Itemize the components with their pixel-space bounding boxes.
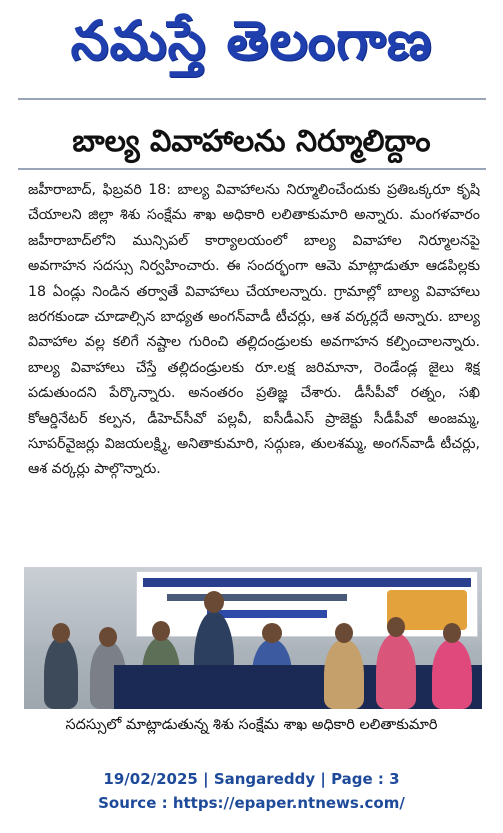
- article-photo: [24, 567, 482, 709]
- source-line[interactable]: Source : https://epaper.ntnews.com/: [98, 794, 405, 812]
- photo-banner: [136, 571, 478, 637]
- page-number: Page : 3: [331, 770, 400, 788]
- person-figure: [432, 639, 472, 709]
- divider: [18, 98, 486, 100]
- separator: |: [203, 770, 209, 788]
- person-figure: [376, 633, 416, 709]
- article-headline: బాల్య వివాహాలను నిర్మూలిద్దాం: [72, 124, 431, 159]
- issue-date: 19/02/2025: [103, 770, 198, 788]
- publication-info: [0, 770, 503, 788]
- separator: |: [320, 770, 326, 788]
- article-body: జహీరాబాద్, ఫిబ్రవరి 18: బాల్య వివాహాలను నిర్మూలించేందుకు ప్రతిఒక్కరూ కృషి చేయాలని జిల్లా శిశు సంక్షేమ శాఖ అధికారి లలితాకుమారి అన్నారు. మంగళవారం జహీరాబాద్‌లోని మున్సిపల్ కార్యాలయంలో బాల్య వివాహాల నిర్మూలనపై అవగాహన సదస్సు నిర్వహించారు. ఈ సందర్భంగా ఆమె మాట్లాడుతూ ఆడపిల్లకు 18 ఏండ్లు నిండిన తర్వాతే వివాహాలు చేయాలన్నారు. గ్రామాల్లో బాల్య వివాహాలు జరగకుండా చూడాల్సిన బాధ్యత అంగన్‌వాడీ టీచర్లు, ఆశ వర్కర్లదే అన్నారు. బాల్య వివాహాల వల్ల కలిగే నష్టాల గురించి తల్లిదండ్రులకు అవగాహన కల్పించాలన్నారు. బాల్య వివాహాలు చేస్తే తల్లిదండ్రులకు రూ.లక్ష జరిమానా, రెండేండ్ల జైలు శిక్ష పడుతుందని పేర్కొన్నారు. అనంతరం ప్రతిజ్ఞ చేశారు. డీసీపీవో రత్నం, సఖి కోఆర్డినేటర్ కల్పన, డీహెచ్‌సీవో పల్లవీ, ఐసీడీఎస్ ప్రాజెక్టు సీడీపీవో అంజమ్మ, సూపర్‌వైజర్లు విజయలక్ష్మి, అనితాకుమారి, సద్గుణ, తులశమ్మ, అంగన్‌వాడీ టీచర్లు, ఆశ వర్కర్లు పాల్గొన్నారు.: [28, 182, 480, 478]
- dais-table: [114, 665, 482, 709]
- photo-caption: సదస్సులో మాట్లాడుతున్న శిశు సంక్షేమ శాఖ అధికారి లలితాకుమారి: [65, 717, 438, 733]
- person-figure: [44, 637, 78, 709]
- person-figure: [324, 639, 364, 709]
- divider: [18, 168, 486, 170]
- newspaper-masthead: [0, 0, 503, 95]
- masthead-title: నమస్తే తెలంగాణ: [70, 9, 433, 72]
- edition-name: Sangareddy: [213, 770, 316, 788]
